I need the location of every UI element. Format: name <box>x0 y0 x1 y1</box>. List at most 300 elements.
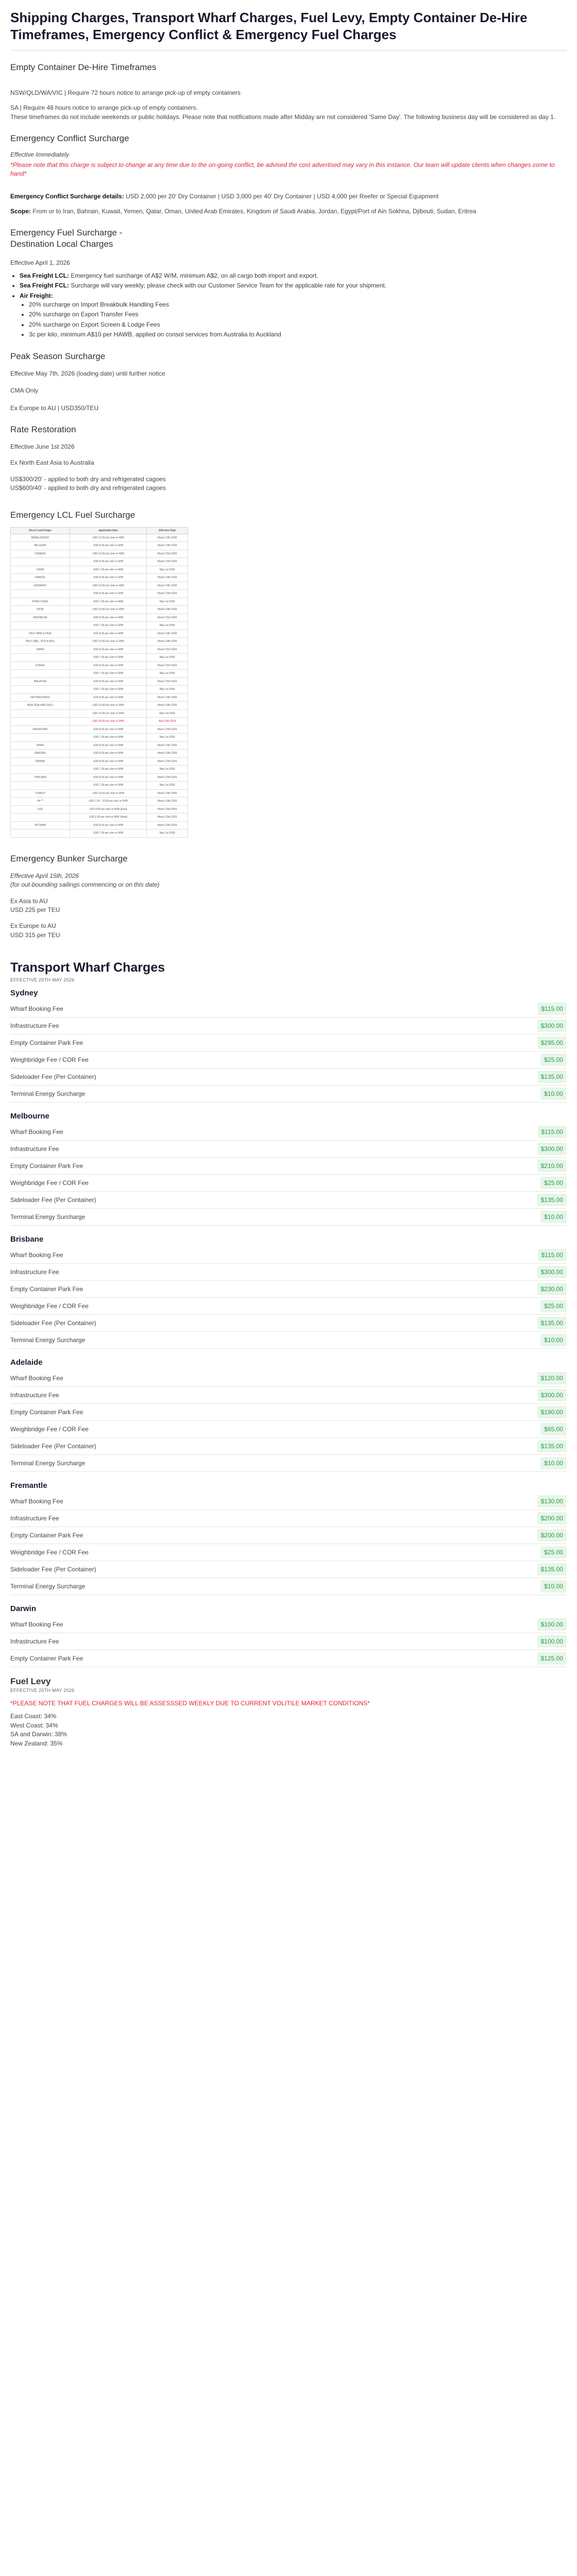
lcl-cell-rate: USD 8.00 per cbm or W/M <box>70 677 147 686</box>
lcl-cell-date: March 16th 2026 <box>147 534 188 542</box>
fee-value-badge: $115.00 <box>538 1126 567 1138</box>
peak-heading: Peak Season Surcharge <box>10 351 106 361</box>
lcl-cell-origin: ITALY (MEL, SYD & ADL) <box>11 638 70 646</box>
lcl-cell-rate: USD 8.00 per cbm or W/M <box>70 741 147 750</box>
lcl-cell-rate: USD 7.00 per cbm or W/M <box>70 734 147 742</box>
lcl-cell-origin: CHINA <box>11 566 70 574</box>
lcl-cell-rate: USD 7.00 per cbm or W/M <box>70 598 147 606</box>
fuel-air-sublist <box>29 300 567 340</box>
conflict-details <box>10 192 567 201</box>
lcl-cell-origin: BELGIUM <box>11 542 70 550</box>
city-heading: Melbourne <box>10 1112 49 1121</box>
wharf-section <box>10 960 567 1667</box>
city-heading: Darwin <box>10 1604 37 1614</box>
fee-row <box>10 1035 567 1052</box>
fuel-fcl-item <box>20 281 567 290</box>
fee-value-badge: $190.00 <box>537 1406 567 1418</box>
wharf-city-adelaide <box>10 1358 567 1472</box>
lcl-cell-origin <box>11 654 70 662</box>
lcl-cell-rate: USD 7.00 per cbm or W/M <box>70 566 147 574</box>
lcl-cell-origin: JAPAN <box>11 646 70 654</box>
lcl-cell-rate: USD 7.00 per cbm or W/M <box>70 782 147 790</box>
lcl-cell-date: March 23rd 2026 <box>147 821 188 829</box>
lcl-cell-origin: UK ** <box>11 798 70 806</box>
fuel-surcharge-effective: Effective April 1, 2026 <box>10 259 70 266</box>
lcl-cell-origin: GERMANY <box>11 582 70 590</box>
fee-label: Empty Container Park Fee <box>10 1285 83 1293</box>
lcl-cell-origin: SPAIN <box>11 741 70 750</box>
fee-row <box>10 1650 567 1667</box>
fee-row <box>10 1281 567 1298</box>
restoration-line-20: US$300/20' - applied to both dry and refrigerated cagoes <box>10 475 166 483</box>
peak-effective: Effective May 7th, 2026 (loading date) until further notice <box>10 369 165 377</box>
fee-label: Wharf Booking Fee <box>10 1375 63 1382</box>
lcl-cell-rate: USD 15.00 per cbm or W/M <box>70 709 147 718</box>
lcl-cell-date: March 23rd 2026 <box>147 550 188 558</box>
lcl-cell-rate: USD 10.00 per cbm or W/M <box>70 550 147 558</box>
bunker-effective: Effective April 15th, 2026 <box>10 872 79 879</box>
fuel-levy-heading: Fuel Levy <box>10 1676 51 1687</box>
fee-label: Weighbridge Fee / COR Fee <box>10 1302 89 1310</box>
peak-rate: Ex Europe to AU | USD350/TEU <box>10 404 99 412</box>
fee-row <box>10 1086 567 1103</box>
lcl-fuel-table-body <box>11 534 188 837</box>
fee-value-badge: $210.00 <box>537 1160 567 1172</box>
table-row <box>11 662 188 670</box>
fee-value-badge: $120.00 <box>537 1372 567 1384</box>
fee-value-badge: $10.00 <box>540 1580 567 1592</box>
lcl-cell-rate: USD 8.00 per cbm or W/M <box>70 725 147 734</box>
fuel-lcl-text: Emergency fuel surcharge of A$2 W/M, minimum A$2, on all cargo both import and export. <box>69 272 318 279</box>
fee-value-badge: $295.00 <box>537 1037 567 1049</box>
fee-label: Empty Container Park Fee <box>10 1162 83 1170</box>
lcl-cell-date: March 23rd 2026 <box>147 590 188 598</box>
fee-label: Sideloader Fee (Per Container) <box>10 1443 96 1450</box>
fee-label: Terminal Energy Surcharge <box>10 1090 86 1098</box>
fee-label: Empty Container Park Fee <box>10 1039 83 1047</box>
table-header-row <box>11 527 188 534</box>
fee-row <box>10 1578 567 1595</box>
conflict-scope-label: Scope: <box>10 207 31 215</box>
lcl-cell-date: March 16th 2026 <box>147 606 188 614</box>
lcl-cell-date: March 23rd 2026 <box>147 773 188 782</box>
lcl-cell-date: March 16th 2026 <box>147 693 188 702</box>
lcl-cell-origin: CANADA <box>11 550 70 558</box>
fee-value-badge: $25.00 <box>540 1054 567 1066</box>
lcl-cell-origin: VIETNAM <box>11 821 70 829</box>
wharf-city-darwin <box>10 1604 567 1667</box>
lcl-cell-rate: USD 10.00 per cbm or W/M <box>70 789 147 798</box>
bunker-eu-rate: USD 315 per TEU <box>10 931 60 939</box>
lcl-cell-rate: USD 12.00 per cbm or W/M <box>70 534 147 542</box>
lcl-cell-origin <box>11 814 70 822</box>
fee-row <box>10 1510 567 1527</box>
fee-label: Sideloader Fee (Per Container) <box>10 1196 96 1204</box>
lcl-cell-rate: USD 8.00 per cbm or W/M <box>70 590 147 598</box>
city-heading: Sydney <box>10 989 38 998</box>
fee-value-badge: $135.00 <box>537 1071 567 1083</box>
fee-value-badge: $135.00 <box>537 1563 567 1575</box>
lcl-cell-origin: HONG KONG <box>11 598 70 606</box>
fee-row <box>10 1124 567 1141</box>
restoration-heading: Rate Restoration <box>10 424 76 434</box>
fee-row <box>10 1455 567 1472</box>
fee-value-badge: $200.00 <box>537 1512 567 1524</box>
dehire-line-note: These timeframes do not include weekends or public holidays. Please note that notifications made after Midday are not considered 'Same Day'. The following business day will be considered as day 1. <box>10 113 556 121</box>
fee-row <box>10 1209 567 1226</box>
lcl-cell-date: March 23rd 2026 <box>147 805 188 814</box>
fuel-fcl-label: Sea Freight FCL: <box>20 282 70 290</box>
fee-value-badge: $130.00 <box>537 1495 567 1507</box>
lcl-cell-date: March 16th 2026 <box>147 630 188 638</box>
fee-label: Wharf Booking Fee <box>10 1005 63 1013</box>
fee-row <box>10 1001 567 1018</box>
bunker-asia-route: Ex Asia to AU <box>10 897 48 905</box>
fee-value-badge: $10.00 <box>540 1334 567 1346</box>
fee-label: Weighbridge Fee / COR Fee <box>10 1549 89 1556</box>
conflict-scope <box>10 207 567 216</box>
fee-row <box>10 1018 567 1035</box>
fee-label: Terminal Energy Surcharge <box>10 1583 86 1590</box>
lcl-cell-date: May 1st 2026 <box>147 766 188 774</box>
fee-row <box>10 1192 567 1209</box>
lcl-cell-date: March 23rd 2026 <box>147 814 188 822</box>
restoration-line-40: US$600/40' - applied to both dry and refrigerated cagoes <box>10 484 166 492</box>
fuel-fcl-text: Surcharge will vary weekly; please check with our Customer Service Team for the applicable rate for your shipment. <box>69 282 387 290</box>
wharf-effective: EFFECTIVE 25TH MAY 2026 <box>10 977 75 983</box>
fee-label: Infrastructure Fee <box>10 1392 59 1399</box>
lcl-fuel-table <box>10 527 188 838</box>
lcl-cell-origin: SINGAPORE <box>11 725 70 734</box>
lcl-cell-rate: USD 8.00 per cbm or W/M <box>70 574 147 582</box>
fee-row <box>10 1158 567 1175</box>
table-row <box>11 757 188 766</box>
table-row <box>11 670 188 678</box>
lcl-cell-date: March 23rd 2026 <box>147 725 188 734</box>
table-row <box>11 542 188 550</box>
lcl-cell-origin <box>11 718 70 726</box>
fuel-air-subitem: • 20% surcharge on Export Screen & Lodge Fees <box>29 320 567 329</box>
fuel-levy-line: SA and Darwin: 38% <box>10 1731 67 1738</box>
lcl-cell-origin: INDONESIA <box>11 614 70 622</box>
lcl-cell-rate: USD 20.00 per cbm or W/M <box>70 718 147 726</box>
table-row <box>11 798 188 806</box>
table-row <box>11 677 188 686</box>
bunker-asia-rate: USD 225 per TEU <box>10 906 60 913</box>
lcl-cell-rate: USD 8.00 per cbm or W/M (East) <box>70 805 147 814</box>
fuel-air-subitem: • 20% surcharge on Export Transfer Fees <box>29 310 567 319</box>
lcl-cell-rate: USD 7.00 per cbm or W/M <box>70 670 147 678</box>
table-row <box>11 582 188 590</box>
fee-label: Weighbridge Fee / COR Fee <box>10 1056 89 1064</box>
conflict-effective: Effective Immediately <box>10 151 70 159</box>
lcl-cell-date: March 23rd 2026 <box>147 662 188 670</box>
lcl-cell-origin: FRANCE <box>11 574 70 582</box>
fuel-air-item <box>20 292 567 340</box>
restoration-route: Ex North East Asia to Australia <box>10 459 94 467</box>
fee-label: Sideloader Fee (Per Container) <box>10 1566 96 1573</box>
lcl-cell-date: April 1st 2026 <box>147 709 188 718</box>
lcl-cell-origin <box>11 686 70 694</box>
dehire-section <box>10 62 567 122</box>
fuel-surcharge-section <box>10 227 567 339</box>
fee-label: Terminal Energy Surcharge <box>10 1336 86 1344</box>
lcl-cell-rate: USD 7.00 per cbm or W/M <box>70 622 147 630</box>
table-row <box>11 598 188 606</box>
conflict-details-text: USD 2,000 per 20' Dry Container | USD 3,000 per 40' Dry Container | USD 4,000 per Reefer or Special Equipment <box>124 192 439 200</box>
table-row <box>11 734 188 742</box>
lcl-cell-rate: USD 8.00 per cbm or W/M <box>70 662 147 670</box>
table-row <box>11 805 188 814</box>
fee-row <box>10 1175 567 1192</box>
fee-value-badge: $100.00 <box>537 1618 567 1631</box>
fee-label: Empty Container Park Fee <box>10 1409 83 1416</box>
table-row <box>11 750 188 758</box>
table-row <box>11 782 188 790</box>
fuel-levy-line: West Coast: 34% <box>10 1721 58 1729</box>
lcl-cell-rate: USD 10.00 per cbm or W/M <box>70 582 147 590</box>
fuel-air-subitem: • 3c per kilo, minimum A$10 per HAWB, applied on consol services from Australia to Auckland <box>29 330 567 339</box>
lcl-cell-origin <box>11 622 70 630</box>
peak-section <box>10 351 567 413</box>
table-row <box>11 622 188 630</box>
lcl-cell-origin: ITALY (BNE & PER) <box>11 630 70 638</box>
fuel-air-subitem: • 20% surcharge on Import Breakbulk Handling Fees <box>29 300 567 309</box>
fee-row <box>10 1264 567 1281</box>
table-row <box>11 550 188 558</box>
fee-label: Infrastructure Fee <box>10 1515 59 1522</box>
table-row <box>11 709 188 718</box>
lcl-cell-origin: THAILAND <box>11 773 70 782</box>
lcl-cell-origin: KOREA <box>11 662 70 670</box>
table-row <box>11 821 188 829</box>
fee-row <box>10 1247 567 1264</box>
wharf-city-sydney <box>10 989 567 1103</box>
lcl-cell-date: May 1st 2026 <box>147 829 188 838</box>
fee-row <box>10 1332 567 1349</box>
fee-value-badge: $300.00 <box>537 1020 567 1032</box>
fuel-surcharge-heading: Emergency Fuel Surcharge - Destination Local Charges <box>10 228 123 249</box>
fuel-levy-effective: EFFECTIVE 25TH MAY 2026 <box>10 1688 75 1693</box>
fuel-levy-line: East Coast: 34% <box>10 1713 57 1720</box>
lcl-cell-rate: USD 8.00 per cbm or W/M <box>70 558 147 566</box>
lcl-cell-date: May 1st 2026 <box>147 598 188 606</box>
fee-label: Wharf Booking Fee <box>10 1251 63 1259</box>
lcl-cell-date: March 16th 2026 <box>147 798 188 806</box>
lcl-cell-date: May 1st 2026 <box>147 782 188 790</box>
lcl-cell-origin: TURKEY <box>11 789 70 798</box>
lcl-cell-rate: USD 7.00 per cbm or W/M <box>70 829 147 838</box>
table-row <box>11 814 188 822</box>
fee-row <box>10 1069 567 1086</box>
lcl-cell-rate: USD 8.00 per cbm or W/M <box>70 693 147 702</box>
fee-label: Sideloader Fee (Per Container) <box>10 1319 96 1327</box>
lcl-cell-origin <box>11 734 70 742</box>
fee-label: Infrastructure Fee <box>10 1022 59 1030</box>
fee-value-badge: $300.00 <box>537 1143 567 1155</box>
fee-label: Wharf Booking Fee <box>10 1498 63 1505</box>
fee-row <box>10 1141 567 1158</box>
lcl-cell-date: March 16th 2026 <box>147 638 188 646</box>
lcl-cell-origin: SWEDEN <box>11 750 70 758</box>
lcl-cell-date: March 23rd 2026 <box>147 757 188 766</box>
lcl-cell-rate: USD 7.50 - 10.00 per cbm or W/M <box>70 798 147 806</box>
table-row <box>11 574 188 582</box>
fee-value-badge: $100.00 <box>537 1635 567 1648</box>
city-heading: Adelaide <box>10 1358 43 1367</box>
bunker-eu-route: Ex Europe to AU <box>10 922 56 930</box>
fuel-surcharge-list <box>20 272 567 340</box>
lcl-cell-rate: USD 8.00 per cbm or W/M <box>70 542 147 550</box>
fee-label: Infrastructure Fee <box>10 1268 59 1276</box>
lcl-cell-origin: INDIA <box>11 606 70 614</box>
lcl-cell-date: May 1st 2026 <box>147 734 188 742</box>
table-row <box>11 773 188 782</box>
lcl-cell-origin <box>11 709 70 718</box>
restoration-effective: Effective June 1st 2026 <box>10 443 75 450</box>
lcl-cell-origin: BANGLADESH <box>11 534 70 542</box>
fee-label: Wharf Booking Fee <box>10 1128 63 1136</box>
city-heading: Fremantle <box>10 1481 47 1490</box>
fee-value-badge: $115.00 <box>538 1249 567 1261</box>
fee-label: Terminal Energy Surcharge <box>10 1213 86 1221</box>
lcl-cell-origin <box>11 590 70 598</box>
lcl-cell-rate: USD 10.00 per cbm or W/M <box>70 606 147 614</box>
table-row <box>11 725 188 734</box>
fee-label: Infrastructure Fee <box>10 1638 59 1646</box>
fee-row <box>10 1493 567 1510</box>
fee-label: Empty Container Park Fee <box>10 1655 83 1663</box>
fee-label: Weighbridge Fee / COR Fee <box>10 1179 89 1187</box>
fee-row <box>10 1527 567 1544</box>
fuel-levy-line: New Zealand: 35% <box>10 1739 63 1747</box>
table-row <box>11 630 188 638</box>
lcl-cell-origin: TAIWAN <box>11 757 70 766</box>
fee-label: Infrastructure Fee <box>10 1145 59 1153</box>
lcl-cell-origin <box>11 829 70 838</box>
lcl-cell-date: March 16th 2026 <box>147 574 188 582</box>
lcl-cell-origin: NETHERLANDS <box>11 693 70 702</box>
table-row <box>11 558 188 566</box>
table-row <box>11 789 188 798</box>
lcl-cell-rate: USD 8.00 per cbm or W/M <box>70 750 147 758</box>
wharf-heading: Transport Wharf Charges <box>10 960 165 975</box>
lcl-cell-rate: USD 8.00 per cbm or W/M <box>70 773 147 782</box>
lcl-cell-rate: USD 8.00 per cbm or W/M <box>70 614 147 622</box>
table-row <box>11 566 188 574</box>
restoration-section <box>10 424 567 493</box>
peak-cma: CMA Only <box>10 387 39 395</box>
conflict-note: *Please note that this charge is subject to change at any time due to the on-going conflict, be advised the cost advertised may vary in this instance. Our team will update clients when changes come to hand* <box>10 161 555 178</box>
bunker-heading: Emergency Bunker Surcharge <box>10 853 128 863</box>
fee-label: Weighbridge Fee / COR Fee <box>10 1426 89 1433</box>
table-row <box>11 614 188 622</box>
lcl-cell-date: March 16th 2026 <box>147 789 188 798</box>
lcl-cell-date: March 16th 2026 <box>147 582 188 590</box>
lcl-cell-rate: USD 8.00 per cbm or W/M <box>70 630 147 638</box>
table-row <box>11 718 188 726</box>
fee-value-badge: $25.00 <box>540 1300 567 1312</box>
lcl-cell-origin <box>11 558 70 566</box>
col-origin-header: Direct Load Origin <box>11 527 70 534</box>
lcl-cell-origin <box>11 670 70 678</box>
lcl-cell-date: May 1st 2026 <box>147 566 188 574</box>
lcl-cell-rate: USD 10.00 per cbm or W/M <box>70 638 147 646</box>
fee-row <box>10 1633 567 1650</box>
fee-row <box>10 1616 567 1633</box>
fee-label: Terminal Energy Surcharge <box>10 1460 86 1467</box>
lcl-fuel-table-wrap <box>10 527 188 838</box>
lcl-cell-rate: USD 10.00 per cbm or W/M <box>70 702 147 710</box>
table-row <box>11 646 188 654</box>
fee-value-badge: $200.00 <box>537 1529 567 1541</box>
table-row <box>11 829 188 838</box>
lcl-cell-date: March 23rd 2026 <box>147 646 188 654</box>
lcl-cell-date: March 16th 2026 <box>147 741 188 750</box>
wharf-city-fremantle <box>10 1481 567 1595</box>
lcl-cell-origin <box>11 782 70 790</box>
fee-value-badge: $230.00 <box>537 1283 567 1295</box>
lcl-cell-rate: USD 7.00 per cbm or W/M <box>70 766 147 774</box>
dehire-line-sa: SA | Require 48 hours notice to arrange pick-up of empty containers. <box>10 104 198 112</box>
lcl-cell-rate: USD 6.00 per cbm or W/M (West) <box>70 814 147 822</box>
fuel-levy-section <box>10 1676 567 1748</box>
fee-row <box>10 1370 567 1387</box>
table-row <box>11 534 188 542</box>
lcl-fuel-section <box>10 510 567 838</box>
table-row <box>11 702 188 710</box>
bunker-note: (for out-bounding sailings commencing or on this date) <box>10 881 160 889</box>
lcl-cell-rate: USD 7.00 per cbm or W/M <box>70 686 147 694</box>
fee-value-badge: $300.00 <box>537 1266 567 1278</box>
lcl-cell-date: May 1st 2026 <box>147 686 188 694</box>
page-title: Shipping Charges, Transport Wharf Charges, Fuel Levy, Empty Container De-Hire Timeframes, Emergency Conflict & Emergency Fuel Charges <box>10 10 528 42</box>
fee-row <box>10 1387 567 1404</box>
lcl-cell-date: March 16th 2026 <box>147 750 188 758</box>
fuel-lcl-item <box>20 272 567 280</box>
lcl-cell-date: April 15th 2026 <box>147 718 188 726</box>
lcl-cell-date: May 1st 2026 <box>147 670 188 678</box>
fee-value-badge: $10.00 <box>540 1088 567 1100</box>
fee-value-badge: $25.00 <box>540 1546 567 1558</box>
lcl-cell-origin: NEW ZEALAND (NZL) <box>11 702 70 710</box>
dehire-heading: Empty Container De-Hire Timeframes <box>10 62 157 72</box>
fee-label: Wharf Booking Fee <box>10 1621 63 1629</box>
fee-value-badge: $10.00 <box>540 1457 567 1469</box>
city-heading: Brisbane <box>10 1235 44 1244</box>
lcl-cell-date: March 23rd 2026 <box>147 558 188 566</box>
fee-label: Sideloader Fee (Per Container) <box>10 1073 96 1081</box>
fee-value-badge: $115.00 <box>538 1003 567 1015</box>
fee-row <box>10 1404 567 1421</box>
fee-row <box>10 1315 567 1332</box>
fee-value-badge: $135.00 <box>537 1440 567 1452</box>
fuel-air-label: Air Freight: <box>20 292 53 299</box>
fee-value-badge: $135.00 <box>537 1317 567 1329</box>
fee-value-badge: $125.00 <box>537 1652 567 1665</box>
col-date-header: Effective Date <box>147 527 188 534</box>
fee-row <box>10 1052 567 1069</box>
conflict-section <box>10 133 567 216</box>
table-row <box>11 590 188 598</box>
table-row <box>11 654 188 662</box>
lcl-cell-rate: USD 8.00 per cbm or W/M <box>70 821 147 829</box>
lcl-cell-date: March 23rd 2026 <box>147 677 188 686</box>
fee-row <box>10 1544 567 1561</box>
wharf-cities <box>10 989 567 1667</box>
lcl-cell-origin <box>11 766 70 774</box>
lcl-cell-rate: USD 8.00 per cbm or W/M <box>70 757 147 766</box>
